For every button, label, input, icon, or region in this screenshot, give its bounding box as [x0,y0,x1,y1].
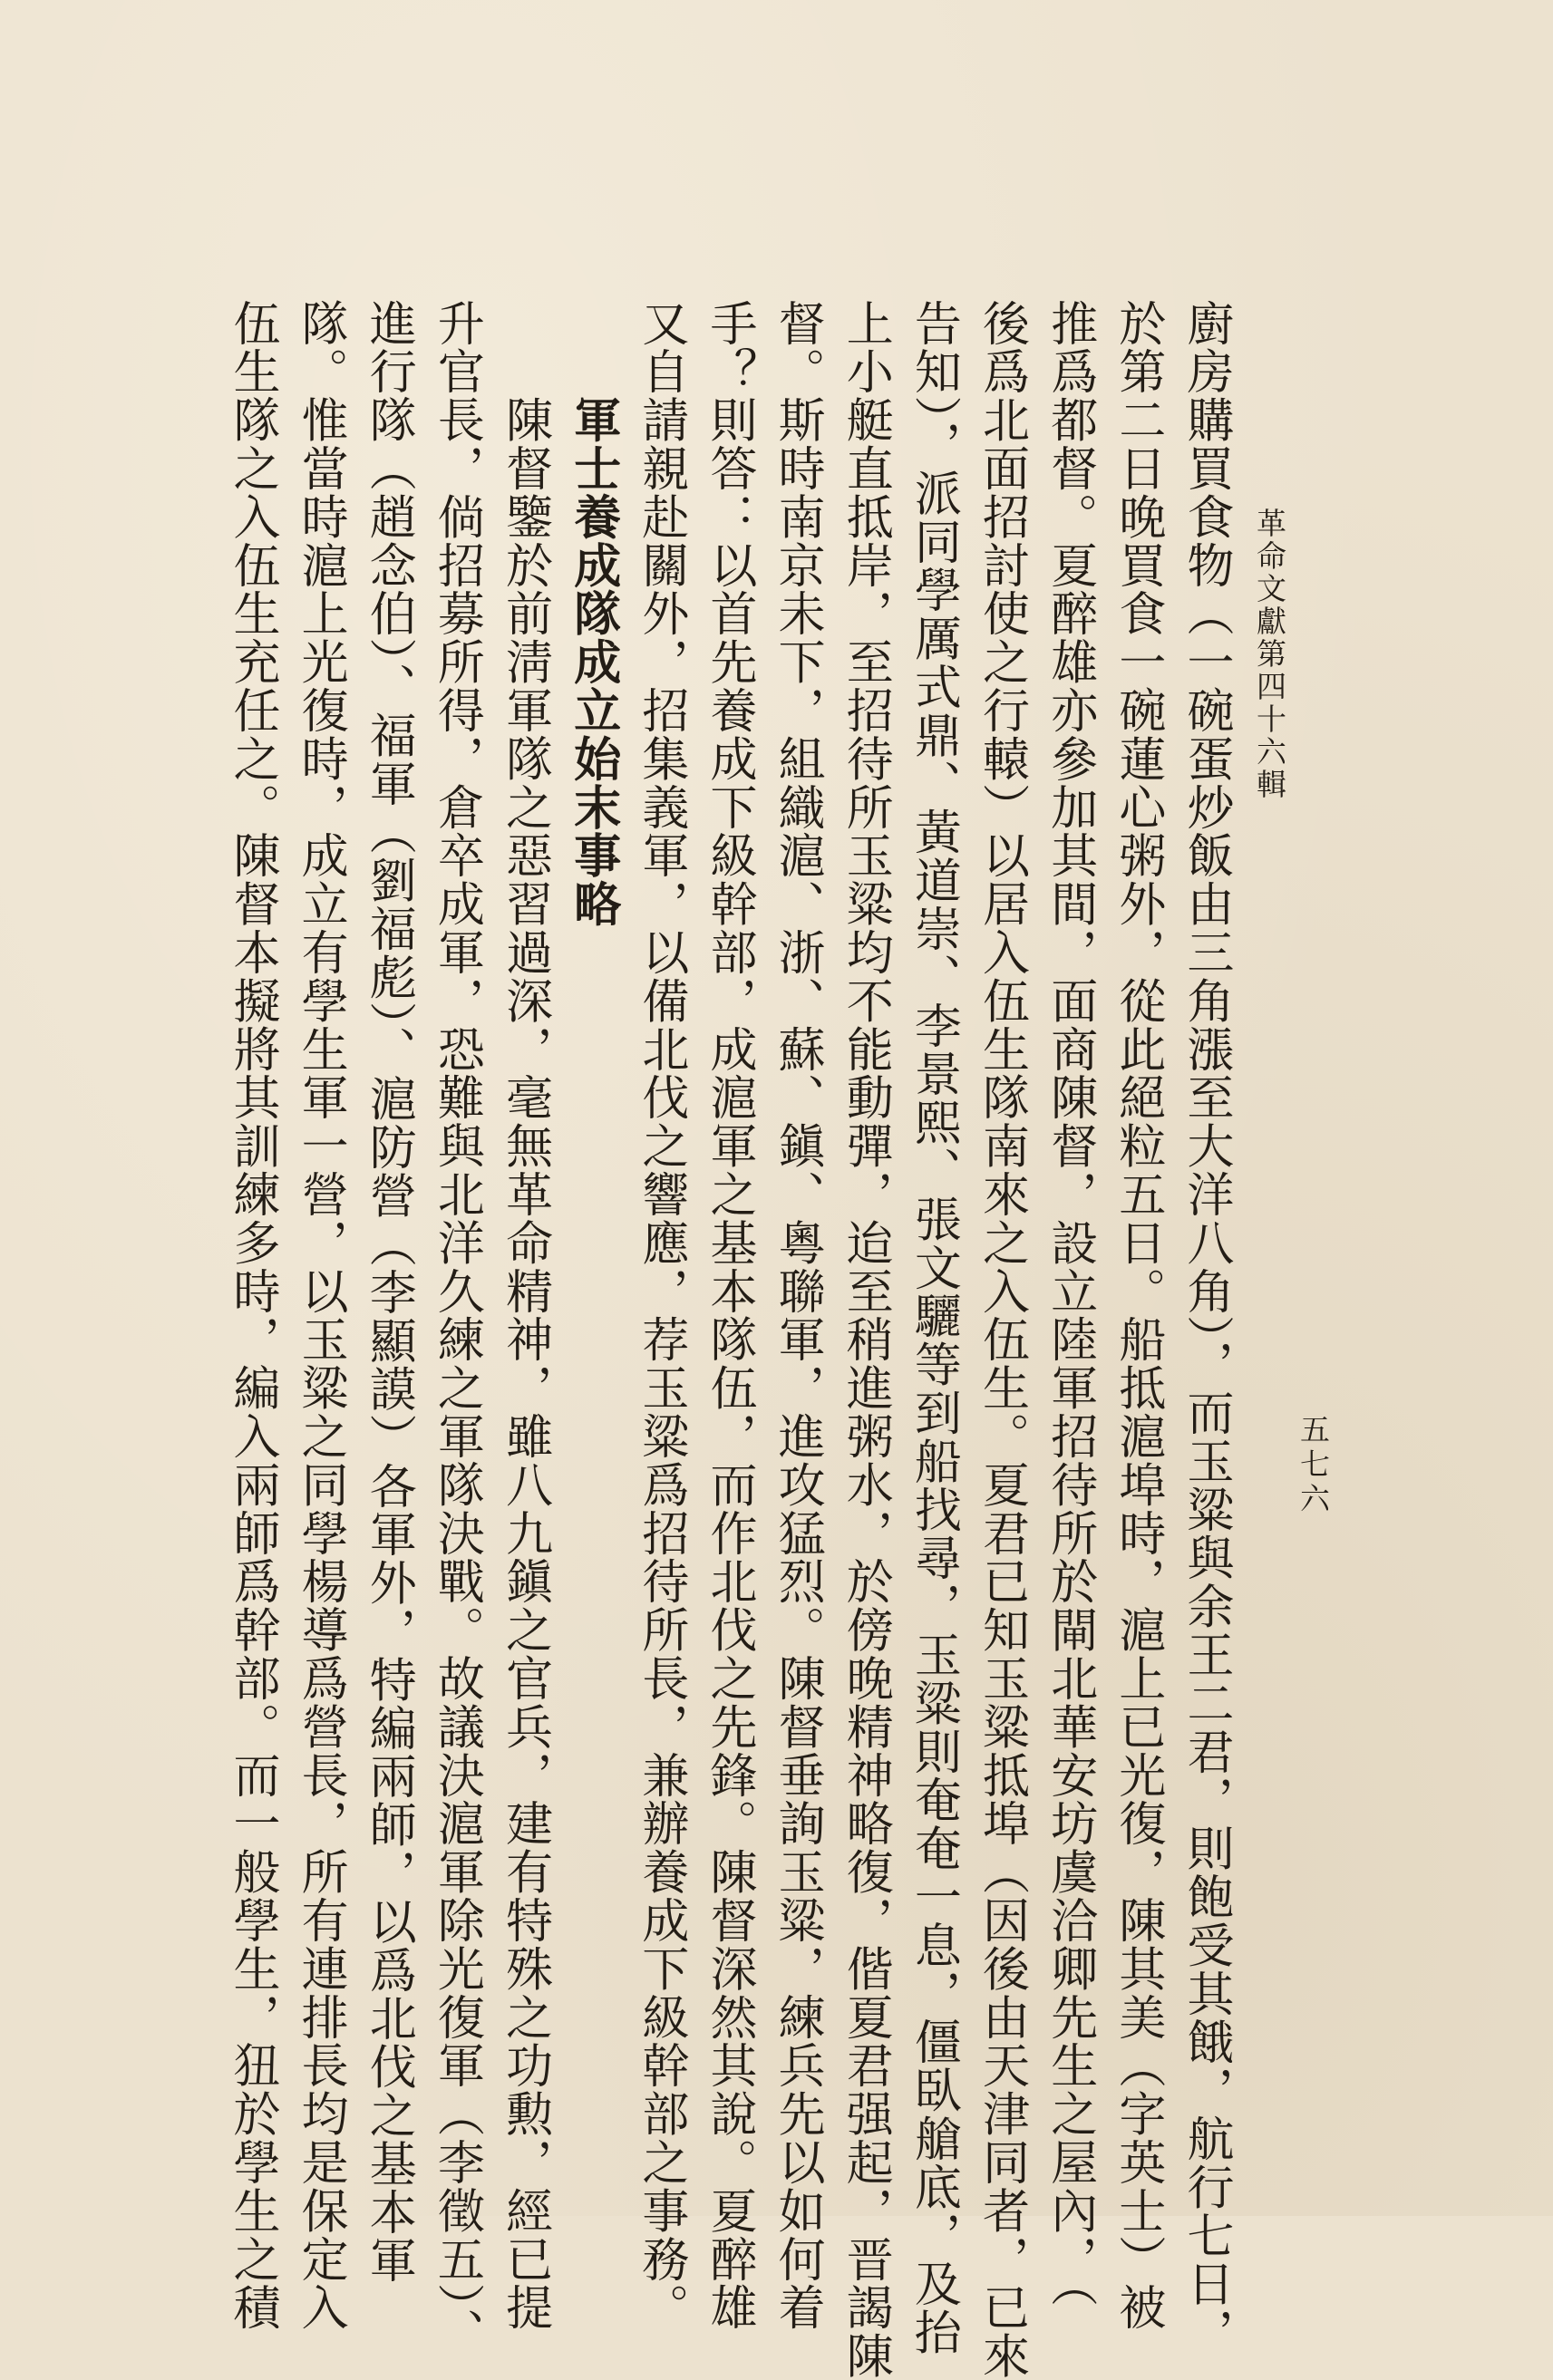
text-column-11: 陳督鑒於前淸軍隊之惡習過深，毫無革命精神，雖八九鎭之官兵，建有特殊之功勲，經已提 [497,299,552,2332]
text-column-6: 上小艇直抵岸，至招待所玉粱均不能動彈，迨至稍進粥水，於傍晚精神略復，偕夏君强起，晋謁陳 [838,299,893,2380]
text-column-4: 後爲北面招討使之行轅）以居入伍生隊南來之入伍生。夏君已知玉粱抵埠（因後由天津同者，已來 [974,299,1029,2380]
text-column-7: 督。斯時南京未下，組織滬、浙、蘇、鎭、粵聯軍，進攻猛烈。陳督垂詢玉粱，練兵先以如何着 [770,299,825,2332]
page-number: 五七六 [1296,1414,1331,1517]
section-heading: 軍士養成隊成立始末事略 [565,299,621,929]
text-column-1: 廚房購買食物（一碗蛋炒飯由三角漲至大洋八角），而玉粱與余王二君，則飽受其餓，航行七日， [1178,299,1233,2357]
text-column-3: 推爲都督。夏醉雄亦參加其間，面商陳督，設立陸軍招待所於閘北華安坊虞洽卿先生之屋內，（ [1042,299,1097,2308]
text-column-13: 進行隊（趙念伯）、福軍（劉福彪）、滬防營（李顯謨）各軍外，特編兩師，以爲北伐之基本軍 [361,299,416,2285]
text-column-14: 隊。惟當時滬上光復時，成立有學生軍一營，以玉粱之同學楊導爲營長，所有連排長均是保定入 [293,299,348,2332]
text-column-15: 伍生隊之入伍生充任之。陳督本擬將其訓練多時，編入兩師爲幹部。而一般學生，狃於學生之積 [225,299,279,2332]
text-column-9: 又自請親赴關外，招集義軍，以備北伐之響應，荐玉粱爲招待所長，兼辦養成下級幹部之事務。 [633,299,688,2332]
text-column-12: 升官長，倘招募所得，倉卒成軍，恐難與北洋久練之軍隊決戰。故議決滬軍除光復軍（李徵五）、 [429,299,484,2357]
book-title: 革命文獻第四十六輯 [1252,508,1287,801]
body-text [223,299,1233,2380]
text-column-8: 手？則答：以首先養成下級幹部，成滬軍之基本隊伍，而作北伐之先鋒。陳督深然其說。夏醉雄 [701,299,756,2332]
text-column-2: 於第二日晚買食一碗蓮心粥外，從此絕粒五日。船抵滬埠時，滬上已光復，陳其美（字英士）被 [1110,299,1165,2332]
text-column-5: 告知），派同學厲式鼎、黃道崇、李景熙、張文驪等到船找尋，玉粱則奄奄一息，僵臥艙底，及抬 [906,299,961,2357]
